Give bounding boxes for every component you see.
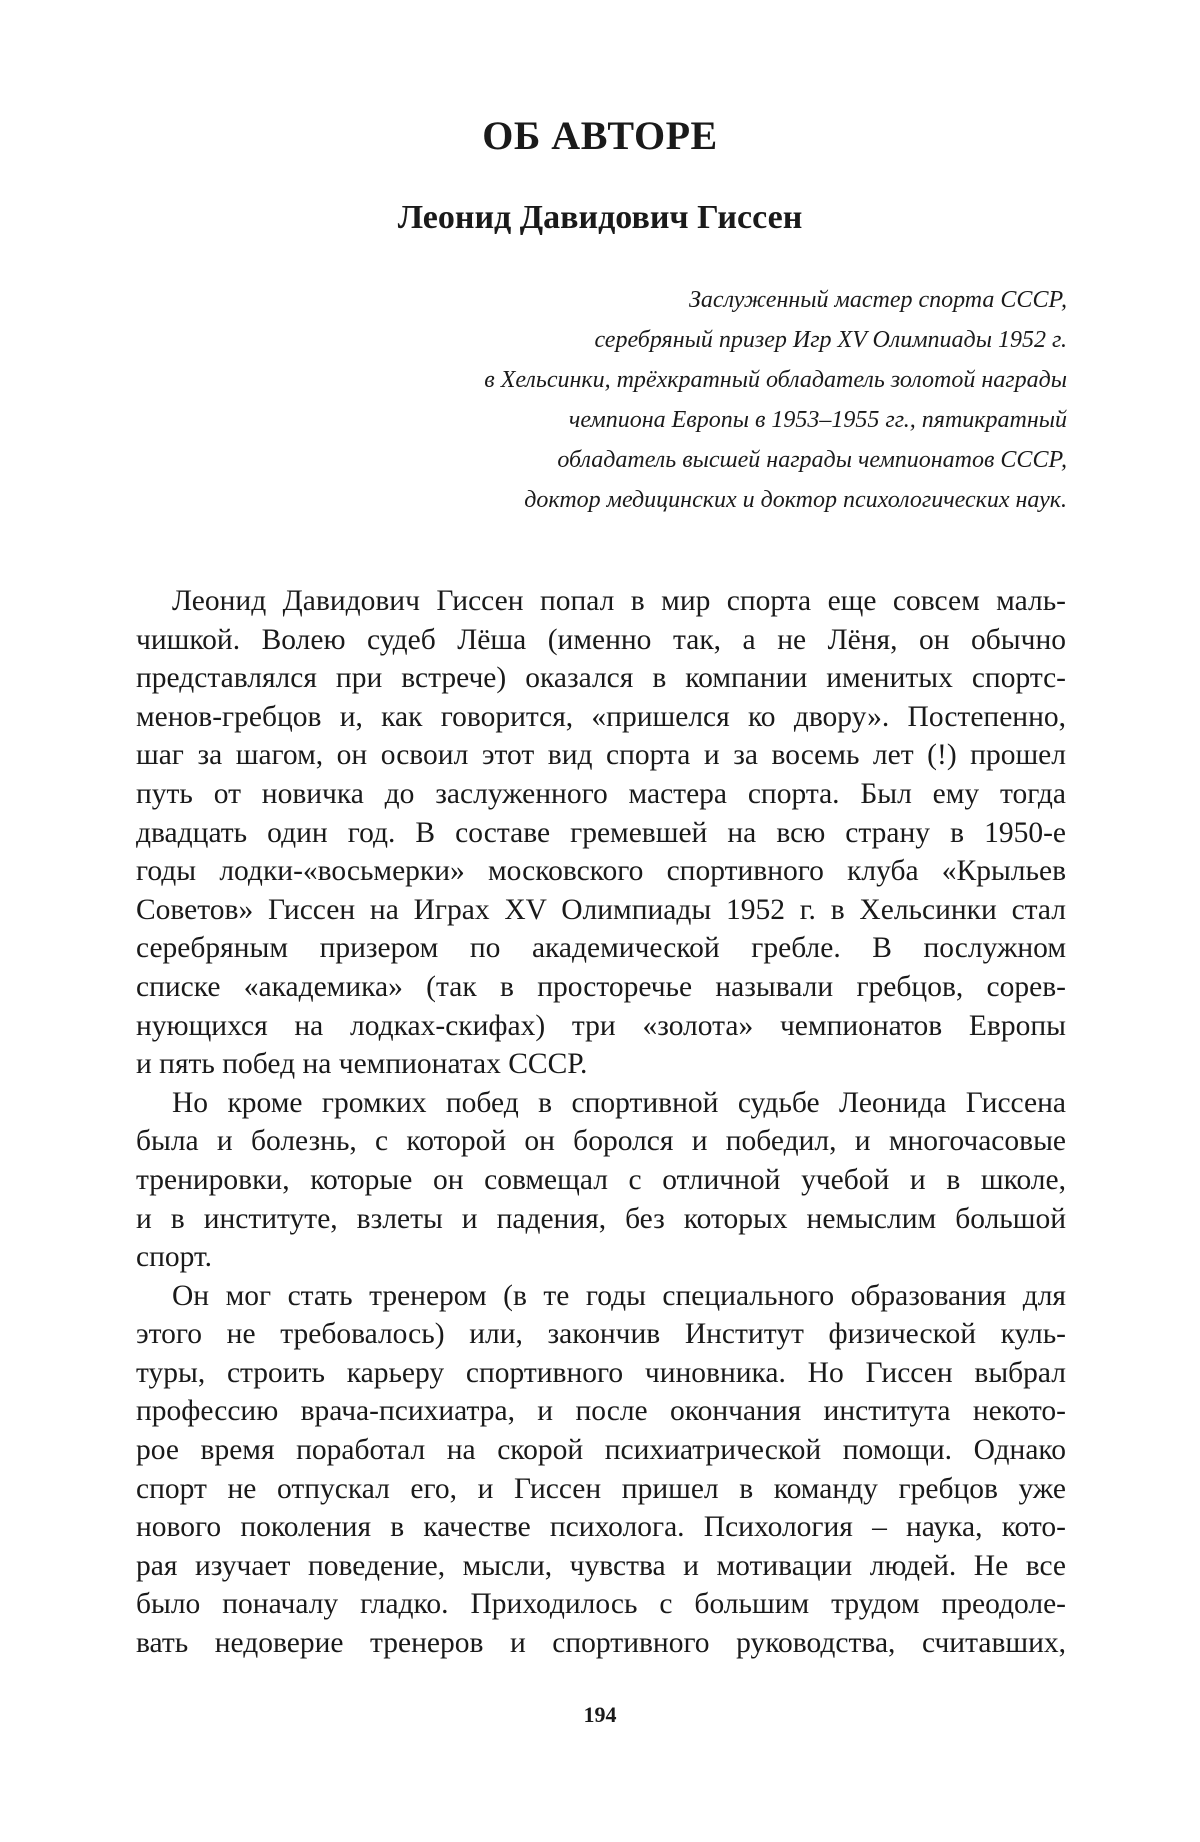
paragraph-3-line: туры, строить карьеру спортивного чиновника. Но Гиссен выбрал (136, 1356, 1066, 1389)
paragraph-2-line: и в институте, взлеты и падения, без которых немыслим большой (136, 1202, 1066, 1235)
epigraph (307, 280, 1067, 520)
paragraph-1-line: нующихся на лодках-скифах) три «золота» чемпионатов Европы (136, 1009, 1066, 1042)
paragraph-1-line: менов-гребцов и, как говорится, «пришелся ко двору». Постепенно, (136, 700, 1066, 733)
paragraph-3-line: рое время поработал на скорой психиатрической помощи. Однако (136, 1434, 1066, 1467)
paragraph-1-line: шаг за шагом, он освоил этот вид спорта и за восемь лет (!) прошел (136, 739, 1066, 772)
paragraph-1-line: списке «академика» (так в просторечье называли гребцов, сорев- (136, 970, 1066, 1003)
epigraph-line: серебряный призер Игр XV Олимпиады 1952 г. (594, 327, 1067, 353)
paragraph-1-line: путь от новичка до заслуженного мастера спорта. Был ему тогда (136, 777, 1066, 810)
epigraph-line: обладатель высшей награды чемпионатов СССР, (557, 447, 1067, 473)
author-name: Леонид Давидович Гиссен (397, 199, 803, 236)
paragraph-1-line: и пять побед на чемпионатах СССР. (136, 1048, 588, 1081)
body-text (136, 582, 1066, 1663)
paragraph-3-line: вать недоверие тренеров и спортивного руководства, считавших, (136, 1627, 1066, 1660)
paragraph-1-line: двадцать один год. В составе гремевшей на всю страну в 1950-е (136, 816, 1066, 849)
paragraph-3-line: спорт не отпускал его, и Гиссен пришел в команду гребцов уже (136, 1472, 1066, 1505)
epigraph-line: чемпиона Европы в 1953–1955 гг., пятикратный (568, 407, 1067, 433)
paragraph-1-line: Советов» Гиссен на Играх XV Олимпиады 1952 г. в Хельсинки стал (136, 893, 1066, 926)
epigraph-line: Заслуженный мастер спорта СССР, (689, 287, 1067, 313)
paragraph-3-line: Он мог стать тренером (в те годы специального образования для (172, 1279, 1066, 1312)
section-title: ОБ АВТОРЕ (482, 113, 718, 158)
paragraph-1-line: чишкой. Волею судеб Лёша (именно так, а не Лёня, он обычно (136, 623, 1066, 656)
paragraph-2-line: тренировки, которые он совмещал с отличной учебой и в школе, (136, 1163, 1066, 1196)
paragraph-1-line: годы лодки-«восьмерки» московского спортивного клуба «Крыльев (136, 855, 1066, 888)
epigraph-line: в Хельсинки, трёхкратный обладатель золотой награды (484, 367, 1067, 393)
paragraph-2-line: была и болезнь, с которой он боролся и победил, и многочасовые (136, 1125, 1066, 1158)
paragraph-1-line: представлялся при встрече) оказался в компании именитых спортс- (136, 662, 1066, 695)
paragraph-3-line: профессию врача-психиатра, и после окончания института некото- (136, 1395, 1066, 1428)
paragraph-2-line: Но кроме громких побед в спортивной судьбе Леонида Гиссена (172, 1086, 1066, 1119)
paragraph-1-line: серебряным призером по академической гребле. В послужном (136, 932, 1066, 965)
paragraph-2-line: спорт. (136, 1241, 213, 1274)
paragraph-1-line: Леонид Давидович Гиссен попал в мир спорта еще совсем маль- (172, 585, 1066, 617)
page-number: 194 (583, 1702, 617, 1727)
paragraph-3-line: рая изучает поведение, мысли, чувства и мотивации людей. Не все (136, 1549, 1066, 1582)
epigraph-line: доктор медицинских и доктор психологических наук. (524, 487, 1067, 513)
paragraph-3-line: этого не требовалось) или, закончив Институт физической куль- (136, 1318, 1066, 1351)
paragraph-3-line: нового поколения в качестве психолога. Психология – наука, кото- (136, 1511, 1066, 1544)
paragraph-3-line: было поначалу гладко. Приходилось с большим трудом преодоле- (136, 1588, 1066, 1621)
